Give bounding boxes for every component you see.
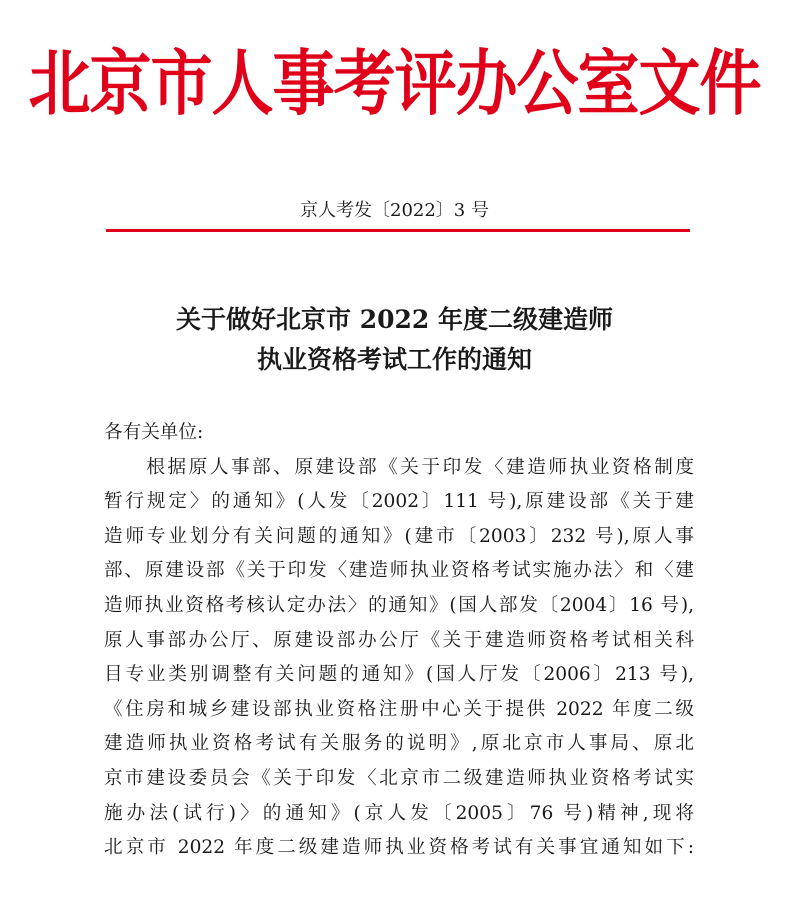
- notice-title-line-2: 执业资格考试工作的通知: [256, 345, 532, 374]
- body-line: 造师执业资格考核认定办法〉的通知》(国人部发〔2004〕16 号),: [104, 594, 694, 616]
- body-line: 目专业类别调整有关问题的通知》(国人厅发〔2006〕213 号),: [104, 664, 694, 686]
- notice-title-line-1: 关于做好北京市 2022 年度二级建造师: [176, 305, 613, 334]
- salutation: 各有关单位:: [104, 422, 204, 443]
- body-line: 京市建设委员会《关于印发〈北京市二级建造师执业资格考试实: [104, 767, 694, 789]
- body-line: 根据原人事部、原建设部《关于印发〈建造师执业资格制度: [104, 456, 694, 478]
- body-line: 建造师执业资格考试有关服务的说明》,原北京市人事局、原北: [104, 733, 694, 755]
- notice-title: [0, 300, 789, 380]
- document-masthead: 北京市人事考评办公室文件: [28, 41, 761, 126]
- body-line: 施办法(试行)〉的通知》(京人发〔2005〕76 号)精神,现将: [104, 802, 694, 824]
- body-line: 暂行规定〉的通知》(人发〔2002〕111 号),原建设部《关于建: [104, 491, 694, 513]
- document-number: 京人考发〔2022〕3 号: [300, 200, 489, 221]
- body-line: 部、原建设部《关于印发〈建造师执业资格考试实施办法〉和〈建: [104, 560, 694, 582]
- body-line: 原人事部办公厅、原建设部办公厅《关于建造师资格考试相关科: [104, 629, 694, 651]
- notice-body: [104, 416, 694, 866]
- body-line: 北京市 2022 年度二级建造师执业资格考试有关事宜通知如下:: [104, 837, 694, 859]
- red-divider-line: [106, 229, 690, 232]
- body-line: 造师专业划分有关问题的通知》(建市〔2003〕232 号),原人事: [104, 525, 694, 547]
- body-line: 《住房和城乡建设部执业资格注册中心关于提供 2022 年度二级: [104, 698, 694, 720]
